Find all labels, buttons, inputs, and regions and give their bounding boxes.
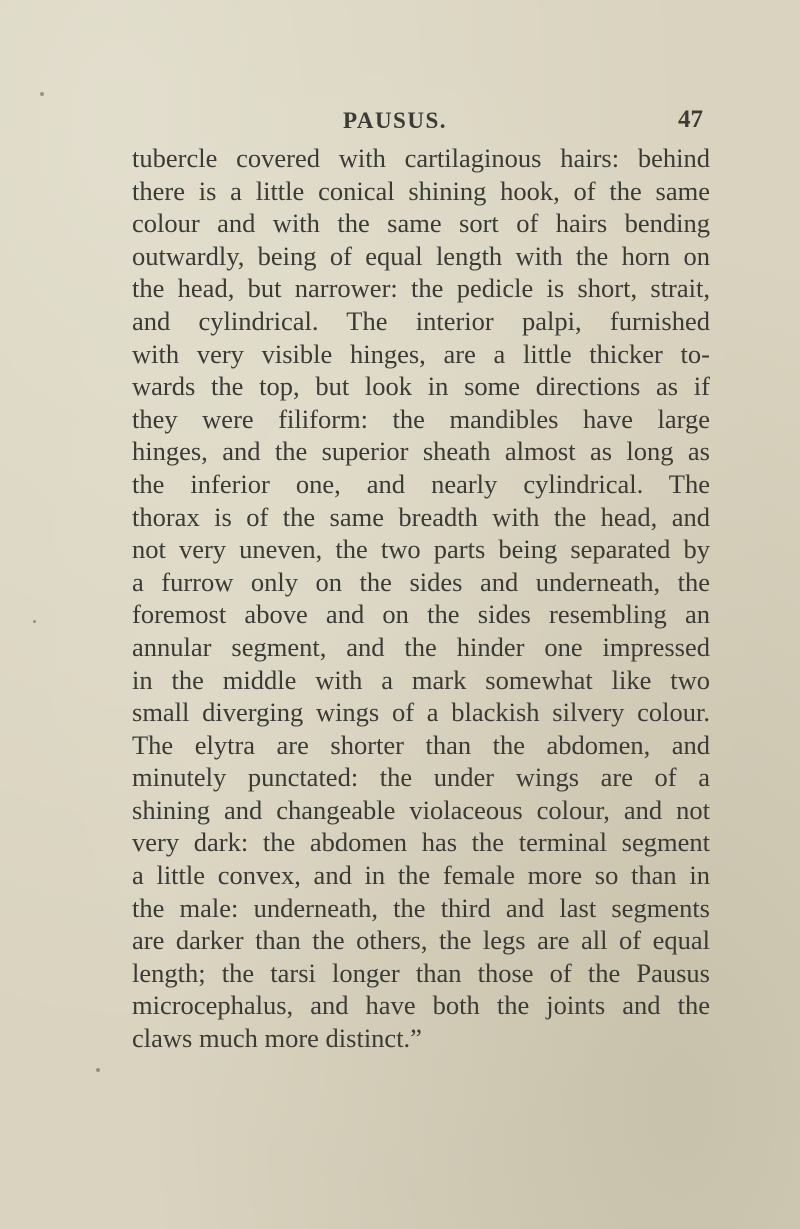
text-line: hinges, and the superior sheath almost as long as — [132, 436, 710, 467]
running-head — [135, 108, 705, 140]
text-line: a furrow only on the sides and underneath, the — [132, 566, 710, 597]
text-line: the head, but narrower: the pedicle is short, strait, — [132, 273, 710, 304]
running-title: PAUSUS. — [343, 108, 448, 133]
text-line: colour and with the same sort of hairs bending — [132, 208, 710, 239]
paper-speck — [40, 92, 44, 96]
text-line: are darker than the others, the legs are all of equal — [132, 925, 710, 956]
page-number: 47 — [678, 106, 703, 133]
text-line: there is a little conical shining hook, of the same — [132, 175, 710, 206]
text-line: and cylindrical. The interior palpi, furnished — [132, 305, 710, 336]
text-line: wards the top, but look in some directions as if — [132, 371, 710, 402]
text-line: tubercle covered with cartilaginous hairs: behind — [132, 143, 710, 173]
text-line: very dark: the abdomen has the terminal segment — [132, 827, 710, 858]
text-line-last: claws much more distinct.” — [132, 1023, 422, 1054]
text-line: not very uneven, the two parts being separated by — [132, 534, 710, 565]
text-line: with very visible hinges, are a little thicker to- — [132, 338, 710, 369]
text-line: small diverging wings of a blackish silvery colour. — [132, 697, 710, 728]
text-line: a little convex, and in the female more so than in — [132, 860, 710, 891]
text-line: length; the tarsi longer than those of the Pausus — [132, 957, 710, 988]
paper-speck — [96, 1068, 100, 1072]
text-line: in the middle with a mark somewhat like two — [132, 664, 710, 695]
text-line: microcephalus, and have both the joints and the — [132, 990, 710, 1021]
text-line: shining and changeable violaceous colour, and not — [132, 794, 710, 825]
text-line: The elytra are shorter than the abdomen, and — [132, 729, 710, 760]
body-text — [132, 142, 710, 1055]
text-line: thorax is of the same breadth with the head, and — [132, 501, 710, 532]
text-line: they were filiform: the mandibles have large — [132, 403, 710, 434]
text-line: minutely punctated: the under wings are of a — [132, 762, 710, 793]
text-line: annular segment, and the hinder one impressed — [132, 631, 710, 662]
paper-speck — [33, 620, 36, 623]
text-line: the male: underneath, the third and last segments — [132, 892, 710, 923]
text-line: foremost above and on the sides resembling an — [132, 599, 710, 630]
text-line: outwardly, being of equal length with the horn on — [132, 240, 710, 271]
text-line: the inferior one, and nearly cylindrical. The — [132, 468, 710, 499]
